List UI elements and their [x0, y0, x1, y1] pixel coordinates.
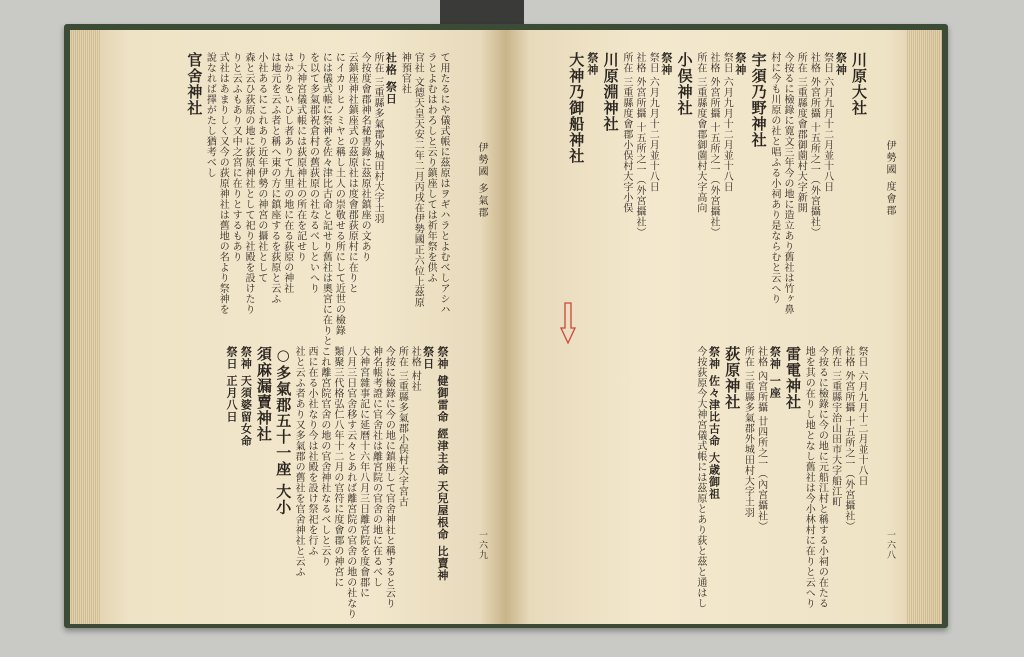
right-page-line-29: 荻原神社 — [723, 346, 742, 410]
right-page-line-12: 小俣神社 — [675, 52, 694, 116]
left-page-line-1: ラとよむはわろしと云り鎮座しては祈年祭を供ふ — [425, 52, 437, 283]
right-page-line-14: 祭日 六月九月十二月並十八日 — [647, 52, 659, 193]
left-running-head: 伊勢國 多氣郡 — [476, 142, 487, 220]
right-page-line-18: 祭神 — [585, 52, 599, 76]
left-page-line-32: ○多氣郡五十一座 大小 — [274, 346, 293, 516]
left-page-line-16: りと云ふもあり又中之宮に在りとするもあり — [230, 52, 242, 262]
left-page-line-24: 今按に檢錄に今の地に鎮座して官舍神社と稱すると云り — [383, 346, 395, 609]
left-page-line-28: 類聚三代格弘仁八年十二月の官符に度會郡の神宮に — [331, 346, 343, 588]
right-page-line-31: 今按荻原今大神宮儀式帳には茲原とあり荻と茲と通はし — [694, 346, 706, 609]
right-page-line-24: 地を其の在りし地となし舊社は今小林村に在りと云へり — [803, 346, 815, 609]
right-page-line-13: 祭神 — [659, 52, 673, 76]
left-page-line-5: 所在 三重縣多氣郡外城田村大字土羽 — [372, 52, 383, 224]
left-page-line-2: 官社 文德天皇天安二年二月丙戌在伊勢國正六位上茲原 — [412, 52, 424, 308]
left-page-line-10: を以て多氣郡祝倉村の舊荻原の社なるべしといへり — [307, 52, 319, 294]
left-page-line-8: にイカリヒノミヤと稱し土人の崇敬せる所にして近世の檢錄 — [333, 52, 345, 336]
right-page-line-8: 祭神 — [733, 52, 747, 76]
left-page-line-11: り大神宮儀式帳には荻原神社の所在を記せり — [294, 52, 306, 262]
right-running-head: 伊勢國 度會郡 — [884, 140, 895, 218]
left-page-line-21: 祭日 — [421, 346, 435, 370]
right-page-line-23: 今按るに檢錄に今の地に元船江村と稱する小祠の在たる — [816, 346, 828, 609]
left-page-line-3: 神預官社 — [399, 52, 411, 94]
down-arrow-icon — [560, 302, 576, 344]
left-page-line-33: 須麻漏賣神社 — [254, 346, 273, 442]
right-page-line-30: 祭神 佐々津比古命 大歳御祖 — [707, 346, 721, 500]
left-page-line-26: 大神宮雜事記に延曆十六年八月三日離宮院を度會郡に — [357, 346, 369, 598]
right-page-line-19: 大神乃御船神社 — [567, 52, 586, 164]
left-page-line-27: 八月三日官舍移す云々とあれば離宮院の官舍の地の社なり — [344, 346, 356, 619]
right-page-line-21: 社格 外宮所攝 十五所之一（外宮攝社） — [842, 346, 854, 532]
left-page-line-31: 社と云ふ者あり又多氣郡の舊社を官舍神社と云ふ — [293, 346, 305, 577]
left-page-line-29: これ離宮院官舍の地の官舍神社なるべしと云り — [318, 346, 330, 567]
right-page-line-27: 社格 內宮所攝 廿四所之一（內宮攝社） — [755, 346, 767, 532]
right-page-line-26: 祭神 一座 — [768, 346, 782, 399]
open-book — [70, 30, 942, 624]
left-page-line-18: 說なれば擇がたし猶考べし — [204, 52, 216, 178]
right-page-line-5: 今按るに檢錄に寛文三年今の地に造立あり舊社は竹ヶ鼻 — [782, 52, 793, 315]
right-page-line-17: 川原淵神社 — [601, 52, 620, 132]
left-page-line-7: 云鎮座神社鎮座式の茲原社は度會郡荻原村に在りと — [346, 52, 358, 294]
right-page-line-15: 社格 外宮所攝 十五所之一（外宮攝社） — [634, 52, 645, 238]
right-page-line-22: 所在 三重縣宇治山田市大字船江町 — [829, 346, 841, 508]
left-page-number: 一六九 — [477, 530, 487, 560]
left-page-edges — [70, 30, 100, 624]
left-page-line-20: 祭神 健御雷命 經津主命 天兒屋根命 比賣神 — [436, 346, 449, 582]
left-page-line-35: 祭日 正月八日 — [225, 346, 238, 423]
left-page-line-23: 所在 三重縣多氣郡小俣村大字宮古 — [396, 346, 408, 508]
right-page-line-20: 祭日 六月九月十二月並十八日 — [856, 346, 867, 487]
right-page-line-2: 祭日 六月九月十二月並十八日 — [821, 52, 833, 193]
left-page-line-14: 小社あるにこれあり近年伊勢の神宮の攝社として — [255, 52, 267, 283]
right-page-line-7: 宇須乃野神社 — [749, 52, 768, 148]
right-page-edges — [906, 30, 942, 624]
left-page-line-25: 神名帳考證に官舍社は離宮院の官舍の地に在るべし — [370, 346, 382, 588]
left-page-line-4: 社格 祭日 — [384, 52, 398, 105]
left-page-line-17: 式社はあまりしく又今の荻原神社は舊地の名より祭神を — [217, 52, 229, 315]
right-page-line-11: 所在 三重縣度會郡御薗村大字高向 — [694, 52, 706, 214]
left-page-line-15: 森と云ひ荻原の地に荻原神社として祀り社殿を設けたり — [243, 52, 254, 315]
left-page-line-22: 社格 村社 — [409, 346, 421, 392]
left-page-line-9: には儀式帳に祭神を佐々津比古命と記せり舊社は奧宮に在りと — [320, 52, 332, 346]
right-page-line-10: 社格 外宮所攝 十五所之一（外宮攝社） — [708, 52, 719, 238]
right-page-line-28: 所在 三重縣多氣郡外城田村大字土羽 — [742, 346, 754, 518]
left-page-line-19: 官舍神社 — [185, 52, 204, 116]
right-page-line-0: 川原大社 — [850, 52, 868, 116]
right-page-line-9: 祭日 六月九月十二月並十八日 — [721, 52, 733, 193]
left-page-line-0: て用たるにや儀式帳に茲原はヲギハラとよむべしアシハ — [438, 52, 449, 315]
left-page-line-30: 西に在る小社なり今は社殿を設け祭祀を行ふ — [306, 346, 317, 556]
left-page-line-6: 今按度會郡神名秘書錄に茲原社鎮座の文あり — [359, 52, 371, 262]
left-page — [70, 30, 506, 624]
right-page-line-16: 所在 三重縣度會郡小俣村大字小俣 — [620, 52, 632, 214]
left-page-line-12: はかりをいひし者ありて九里の地に在る荻原の神社 — [281, 52, 293, 294]
right-page-number: 一六八 — [885, 530, 895, 560]
left-page-line-13: は地元を云ふ者と稱へ東の方に鎮座するを荻原と云ふ — [268, 52, 280, 304]
right-page-line-4: 所在 三重縣度會郡御薗村大字新開 — [795, 52, 807, 214]
right-page-line-6: 村に今も川原の社と唱ふる小祠あり是ならむと云へり — [768, 52, 780, 304]
right-page-line-3: 社格 外宮所攝 十五所之一（外宮攝社） — [808, 52, 820, 238]
right-page-line-25: 雷電神社 — [784, 346, 802, 410]
right-page-line-1: 祭神 — [834, 52, 848, 76]
left-page-line-34: 祭神 天須婆留女命 — [239, 346, 253, 447]
